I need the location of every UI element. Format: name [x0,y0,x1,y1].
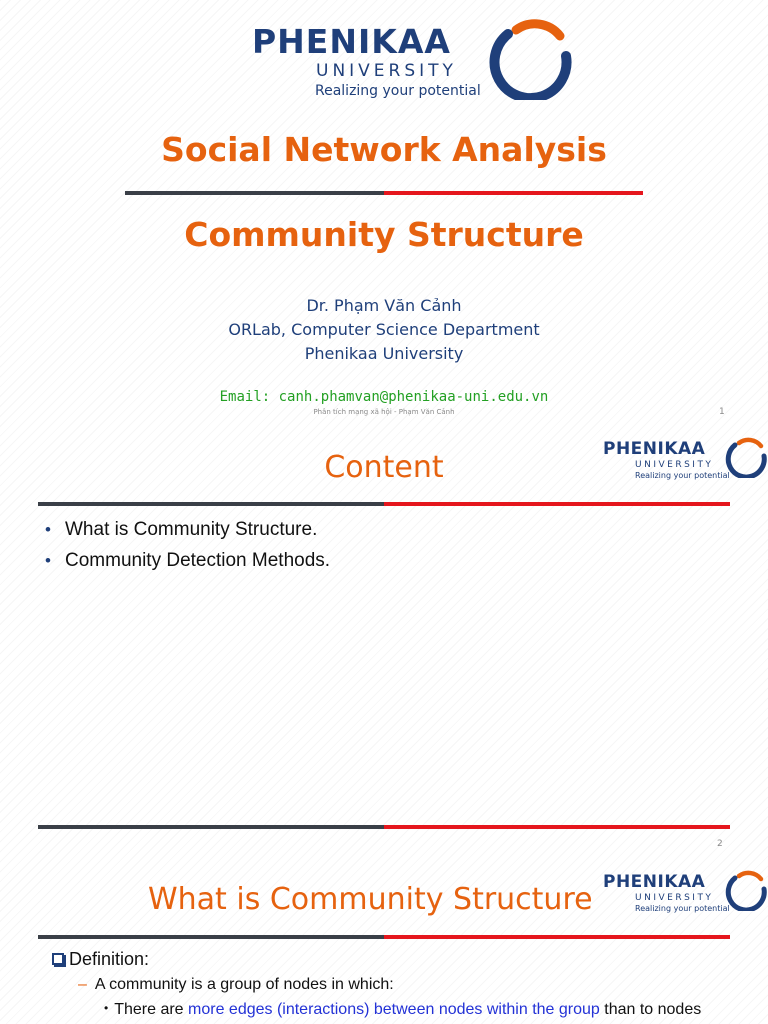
slide-footer: Phân tích mạng xã hội - Phạm Văn Cảnh [313,408,455,416]
slide-heading: What is Community Structure [148,882,593,917]
bullet-icon: • [104,1001,109,1015]
content-list [45,514,330,576]
logo-wordmark: PHENIKAA [603,872,706,892]
definition-slide [0,845,768,1024]
author-university: Phenikaa University [304,344,464,363]
logo-wordmark: PHENIKAA [252,22,451,61]
phenikaa-logo [603,869,768,917]
checkbox-bullet-icon [52,953,64,965]
page-number: 1 [719,407,725,417]
logo-university: UNIVERSITY [635,460,714,470]
bullet-icon: • [45,520,51,539]
presentation-title: Social Network Analysis [161,130,607,169]
list-item: • Community Detection Methods. [45,545,330,576]
highlighted-phrase: more edges (interactions) between nodes within the group [188,1001,600,1018]
definition-detail: • There are more edges (interactions) between nodes within the group than to nodes [104,1001,702,1018]
author-affiliation: ORLab, Computer Science Department [228,320,540,339]
title-slide [0,0,768,420]
author-name: Dr. Phạm Văn Cảnh [306,296,462,315]
logo-wordmark: PHENIKAA [603,439,706,459]
logo-ring-icon [725,869,767,911]
content-slide [0,420,768,849]
heading-divider [38,502,730,506]
author-email: Email: canh.phamvan@phenikaa-uni.edu.vn [219,389,549,405]
heading-divider [38,935,730,939]
logo-ring-icon [488,16,572,100]
bullet-icon: • [45,551,51,570]
dash-bullet-icon: – [78,976,87,993]
definition-item: Definition: [52,949,149,970]
presentation-subtitle: Community Structure [184,215,584,254]
definition-subitem: – A community is a group of nodes in which: [78,976,394,993]
logo-tagline: Realizing your potential [635,904,730,913]
footer-divider [38,825,730,829]
logo-tagline: Realizing your potential [635,471,730,480]
logo-tagline: Realizing your potential [315,83,481,99]
logo-university: UNIVERSITY [635,893,714,903]
page-number: 2 [717,839,723,849]
slide-heading: Content [324,450,444,485]
phenikaa-logo [252,16,572,102]
logo-university: UNIVERSITY [316,61,457,81]
list-item: • What is Community Structure. [45,514,330,545]
title-divider [125,191,643,195]
